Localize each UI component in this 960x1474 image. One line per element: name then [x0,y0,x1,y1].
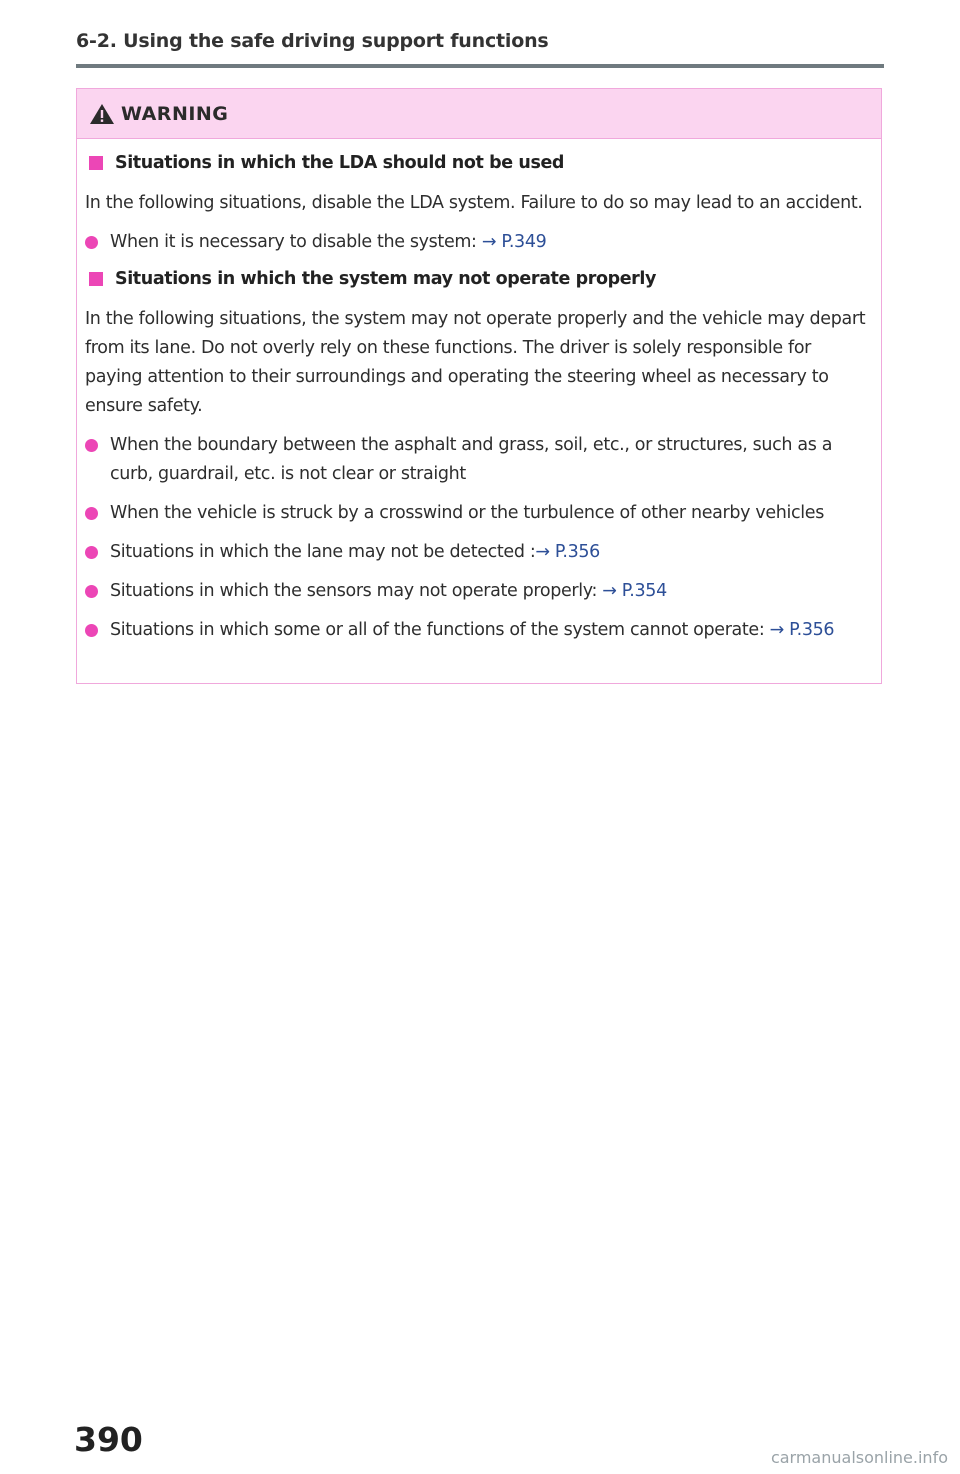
list-item [85,431,869,489]
square-bullet-icon [89,272,103,286]
page-reference-link[interactable]: → P.356 [769,620,835,640]
list-item-text: When it is necessary to disable the system: [110,232,482,252]
section-paragraph: In the following situations, disable the LDA system. Failure to do so may lead to an accident. [85,193,863,213]
list-item-text: When the vehicle is struck by a crosswind or the turbulence of other nearby vehicles [110,503,824,523]
page-reference-link[interactable]: → P.356 [535,542,600,562]
header-divider [76,64,884,68]
circle-bullet-icon [85,546,98,559]
watermark: carmanualsonline.info [770,1448,948,1467]
list-item-text: Situations in which the sensors may not operate properly: [110,581,603,601]
list-item [85,577,869,606]
section-header: 6-2. Using the safe driving support functions [76,30,549,52]
warning-box [76,88,882,684]
list-item-text: When the boundary between the asphalt and grass, soil, etc., or structures, such as a curb, guardrail, etc. is not clear or straight [110,435,833,484]
circle-bullet-icon [85,585,98,598]
list-item-text: Situations in which the lane may not be detected : [110,542,536,562]
circle-bullet-icon [85,236,98,249]
list-item-text: Situations in which some or all of the functions of the system cannot operate: [110,620,770,640]
square-bullet-icon [89,156,103,170]
warning-triangle-icon [89,102,115,126]
section-paragraph: In the following situations, the system may not operate properly and the vehicle may depart from its lane. Do not overly rely on these functions. The driver is solely responsible for paying attention to their surroundings and operating the steering wheel as necessary to ensure safety. [85,309,866,416]
list-item [85,538,869,567]
warning-header [77,89,881,139]
warning-title: WARNING [121,102,229,125]
page-number: 390 [74,1420,143,1459]
page-reference-link[interactable]: → P.349 [481,232,547,252]
section-heading-text: Situations in which the LDA should not be used [115,153,565,173]
section-heading [85,151,869,175]
section-heading-text: Situations in which the system may not operate properly [115,269,657,289]
circle-bullet-icon [85,507,98,520]
circle-bullet-icon [85,624,98,637]
page-reference-link[interactable]: → P.354 [602,581,667,601]
section-heading [85,267,869,291]
circle-bullet-icon [85,439,98,452]
warning-body [77,139,881,645]
list-item [85,616,869,645]
list-item [85,499,869,528]
list-item [85,228,869,257]
